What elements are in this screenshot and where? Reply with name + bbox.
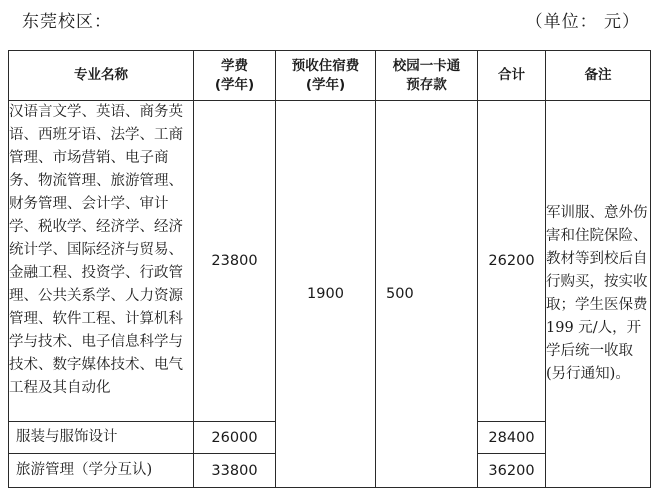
table-header-row xyxy=(9,51,651,101)
tuition-cell: 23800 xyxy=(194,101,276,422)
column-header-remarks: 备注 xyxy=(546,51,651,101)
campus-label: 东莞校区： xyxy=(22,12,112,32)
table-row xyxy=(9,101,651,422)
total-cell: 28400 xyxy=(478,422,546,454)
total-cell: 26200 xyxy=(478,101,546,422)
major-cell: 服装与服饰设计 xyxy=(9,422,194,454)
tuition-cell: 33800 xyxy=(194,454,276,488)
fee-table xyxy=(8,50,651,488)
tuition-cell: 26000 xyxy=(194,422,276,454)
major-cell: 旅游管理（学分互认) xyxy=(9,454,194,488)
remarks-cell: 军训服、意外伤害和住院保险、教材等到校后自行购买，按实收取；学生医保费 199 元/人，开学后统一收取(另行通知)。 xyxy=(546,101,651,488)
total-cell: 36200 xyxy=(478,454,546,488)
card-deposit-cell: 500 xyxy=(376,101,478,488)
major-cell: 汉语言文学、英语、商务英语、西班牙语、法学、工商管理、市场营销、电子商务、物流管理、旅游管理、财务管理、会计学、审计学、税收学、经济学、经济统计学、国际经济与贸易、金融工程、投资学、行政管理、公共关系学、人力资源管理、软件工程、计算机科学与技术、电子信息科学与技术、数字媒体技术、电气工程及其自动化 xyxy=(9,101,194,422)
column-header-dorm-fee: 预收住宿费 (学年) xyxy=(276,51,376,101)
unit-label: （单位： 元） xyxy=(525,12,640,32)
column-header-total: 合计 xyxy=(478,51,546,101)
column-header-major: 专业名称 xyxy=(9,51,194,101)
dorm-fee-cell: 1900 xyxy=(276,101,376,488)
column-header-tuition: 学费 (学年) xyxy=(194,51,276,101)
column-header-card-deposit: 校园一卡通 预存款 xyxy=(376,51,478,101)
